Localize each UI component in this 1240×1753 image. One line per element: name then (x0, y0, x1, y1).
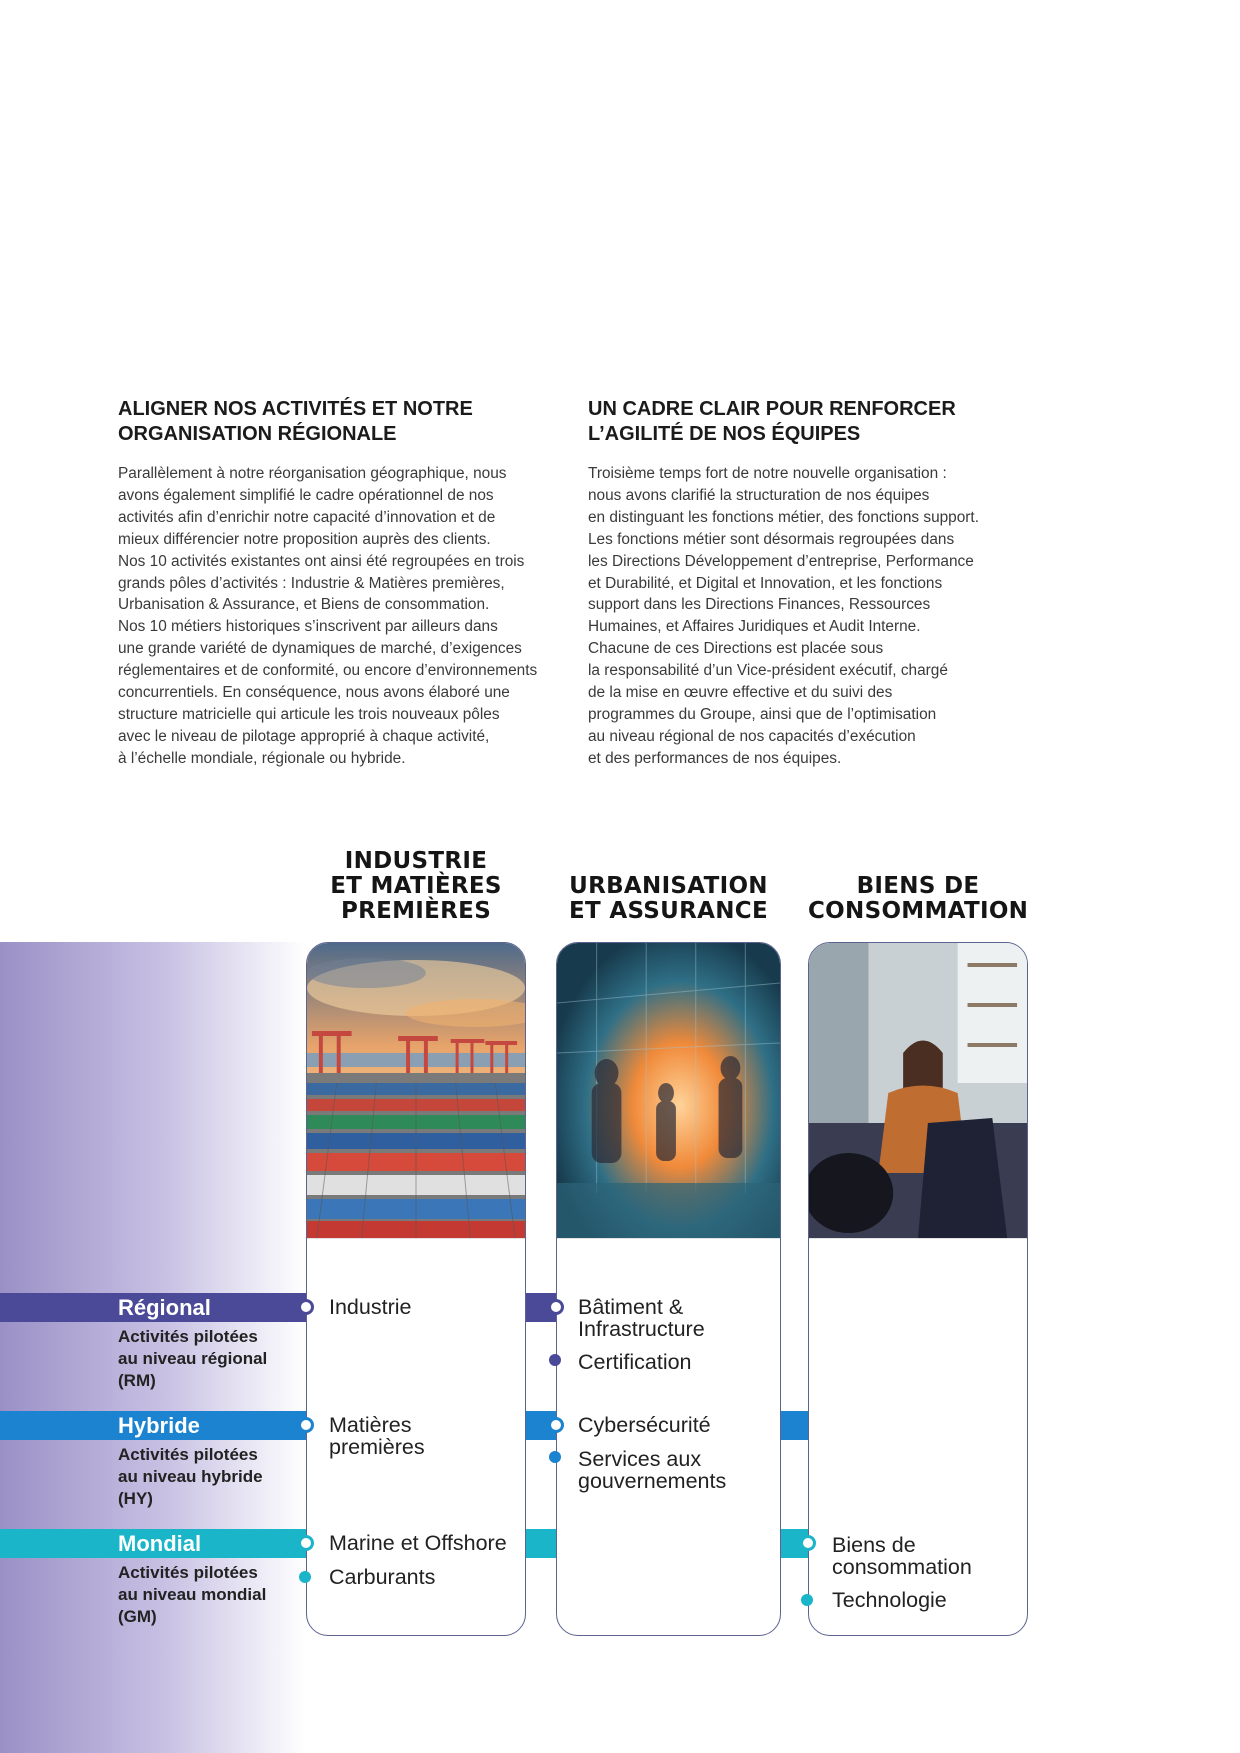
item-biens-consommation: Biens de consommation (832, 1533, 972, 1579)
photo-shopping-woman (809, 943, 1027, 1239)
left-section-body: Parallèlement à notre réorganisation géographique, nous avons également simplifié le cadre opérationnel de nos activités afin d’enrichir notre capacité d’innovation et de mieux différencier notre proposition auprès des clients. Nos 10 activités existantes ont ainsi été regroupées en trois grands pôles d’activités : Industrie & Matières premières, Urbanisation & Assurance, et Biens de consommation. Nos 10 métiers historiques s’inscrivent par ailleurs dans une grande variété de dynamiques de marché, d’exigences réglementaires et de conformité, ou encore d’environnements concurrentiels. En conséquence, nous avons élaboré une structure matricielle qui articule les trois nouveaux pôles avec le niveau de pilotage approprié à chaque activité, à l’échelle mondiale, régionale ou hybride. (118, 465, 538, 767)
item-cybersecurite: Cybersécurité (578, 1413, 711, 1437)
left-section (118, 397, 568, 770)
item-certification: Certification (578, 1350, 692, 1374)
pole-title-biens: BIENS DE CONSOMMATION (808, 873, 1029, 924)
item-matieres-premieres: Matières premières (329, 1413, 425, 1459)
item-services-gouvernements: Services aux gouvernements (578, 1447, 727, 1493)
right-section-body: Troisième temps fort de notre nouvelle organisation : nous avons clarifié la structuration de nos équipes en distinguant les fonctions métier, des fonctions support. Les fonctions métier sont désormais regroupées dans les Directions Développement d’entreprise, Performance et Durabilité, et Digital et Innovation, et les fonctions support dans les Directions Finances, Ressources Humaines, et Affaires Juridiques et Audit Interne. Chacune de ces Directions est placée sous la responsabilité d’un Vice-président exécutif, chargé de la mise en œuvre effective et du suivi des programmes du Groupe, ainsi que de l’optimisation au niveau régional de nos capacités d’exécution et des performances de nos équipes. (588, 465, 979, 767)
level-sub-mondial: Activités pilotées au niveau mondial (GM) (118, 1563, 267, 1626)
item-marine-offshore: Marine et Offshore (329, 1531, 507, 1555)
right-section-title: UN CADRE CLAIR POUR RENFORCER L’AGILITÉ DE NOS ÉQUIPES (588, 398, 956, 445)
node-urbanisation-hybride (548, 1417, 564, 1433)
dot-certification (549, 1354, 561, 1366)
dot-services (549, 1451, 561, 1463)
photo-container-port (307, 943, 525, 1239)
item-carburants: Carburants (329, 1565, 436, 1589)
dot-carburants (299, 1571, 311, 1583)
pole-title-industrie: INDUSTRIE ET MATIÈRES PREMIÈRES (330, 848, 502, 924)
right-section (588, 397, 1038, 770)
band-hybride: Hybride (0, 1411, 306, 1440)
card-urbanisation (556, 942, 781, 1636)
band-regional: Régional (0, 1293, 306, 1322)
node-biens-mondial (800, 1535, 816, 1551)
node-urbanisation-regional (548, 1299, 564, 1315)
item-batiment-infrastructure: Bâtiment & Infrastructure (578, 1295, 705, 1341)
item-technologie: Technologie (832, 1588, 947, 1612)
node-industrie-regional (298, 1299, 314, 1315)
left-section-title: ALIGNER NOS ACTIVITÉS ET NOTRE ORGANISATION RÉGIONALE (118, 398, 473, 445)
pole-title-urbanisation: URBANISATION ET ASSURANCE (569, 873, 768, 924)
band-mondial-connector-1 (526, 1529, 556, 1558)
band-mondial: Mondial (0, 1529, 306, 1558)
level-sub-regional: Activités pilotées au niveau régional (RM) (118, 1327, 268, 1390)
item-industrie: Industrie (329, 1295, 412, 1319)
level-sub-hybride: Activités pilotées au niveau hybride (HY) (118, 1445, 263, 1508)
band-hybride-connector-2 (781, 1411, 808, 1440)
node-industrie-mondial (298, 1535, 314, 1551)
card-biens (808, 942, 1028, 1636)
dot-technologie (801, 1594, 813, 1606)
photo-office-people (557, 943, 780, 1239)
node-industrie-hybride (298, 1417, 314, 1433)
